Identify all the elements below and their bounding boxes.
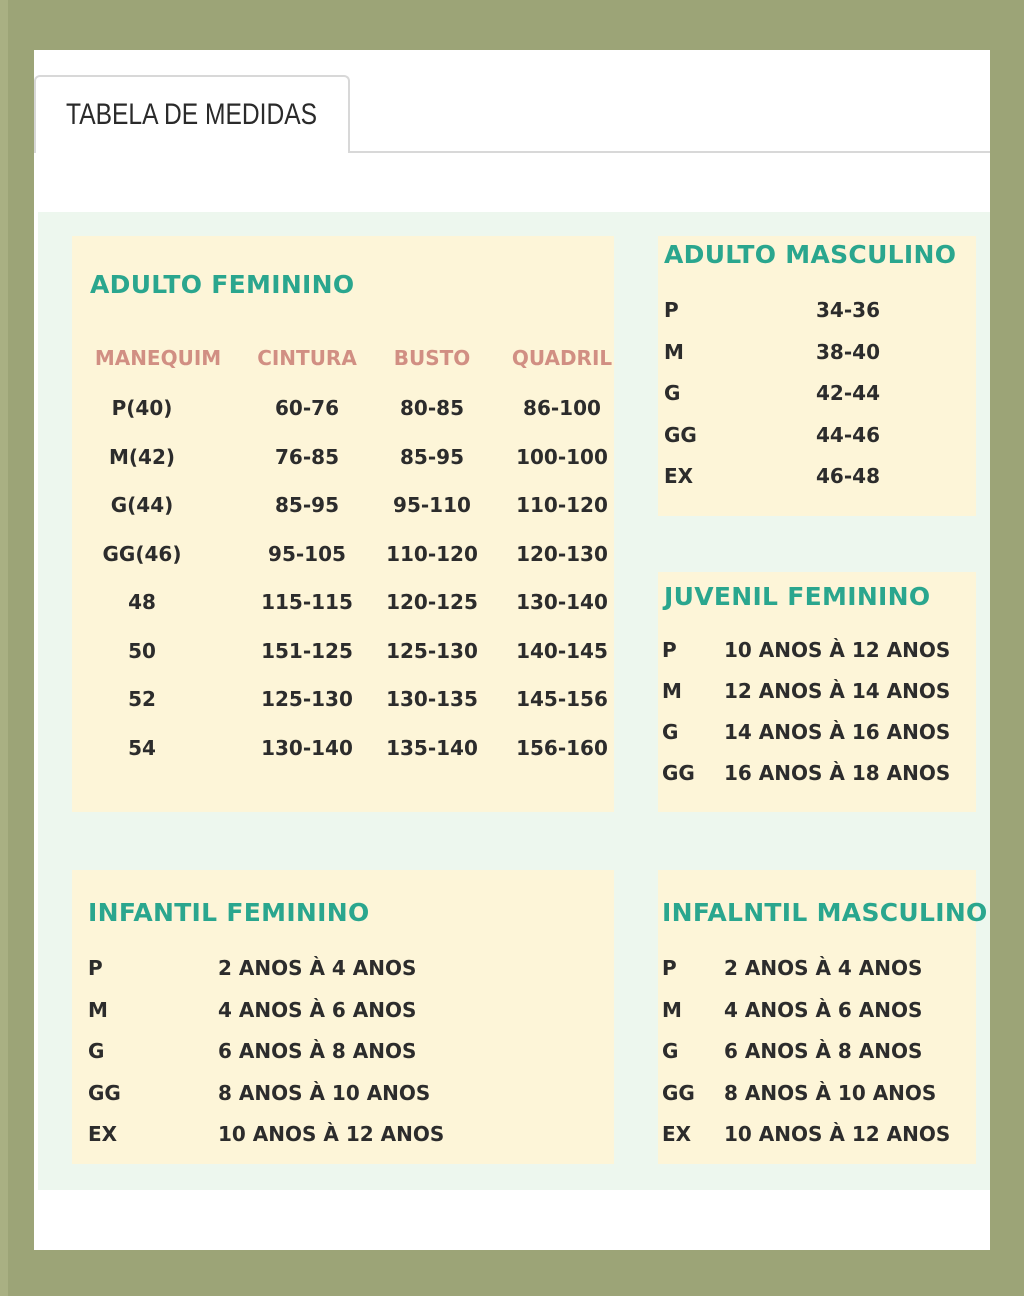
size-range: 10 ANOS À 12 ANOS	[724, 638, 951, 662]
quadril-cell: 120-130	[516, 541, 608, 566]
list-item	[658, 1039, 976, 1069]
quadril-cell: 100-100	[516, 444, 608, 469]
list-item	[658, 956, 976, 986]
size-range: 8 ANOS À 10 ANOS	[724, 1080, 937, 1105]
size-tables-area	[38, 212, 990, 1190]
busto-cell: 135-140	[386, 735, 478, 760]
cintura-cell: 95-105	[268, 541, 346, 566]
size-label: M	[662, 997, 682, 1022]
panel-juvenil-feminino	[658, 572, 976, 812]
panel-title: INFALNTIL MASCULINO	[662, 898, 988, 927]
quadril-cell: 156-160	[516, 735, 608, 760]
size-range: 2 ANOS À 4 ANOS	[724, 956, 923, 980]
list-item	[72, 1081, 614, 1111]
column-header-manequim: MANEQUIM	[94, 346, 222, 370]
list-item	[72, 1122, 614, 1152]
busto-cell: 80-85	[400, 396, 464, 420]
manequim-cell: 54	[128, 735, 156, 760]
manequim-cell: 50	[128, 638, 156, 663]
size-label: P	[662, 638, 677, 662]
size-range: 42-44	[816, 381, 880, 405]
list-item	[658, 298, 976, 328]
size-range: 4 ANOS À 6 ANOS	[218, 997, 417, 1022]
table-row	[72, 445, 614, 475]
list-item	[658, 761, 976, 791]
list-item	[658, 679, 976, 709]
size-range: 34-36	[816, 298, 880, 322]
list-item	[658, 998, 976, 1028]
column-header-cintura: CINTURA	[257, 346, 357, 370]
panel-title: INFANTIL FEMININO	[88, 898, 370, 927]
cintura-cell: 60-76	[275, 396, 339, 420]
panel-infantil-feminino	[72, 870, 614, 1164]
manequim-cell: M(42)	[108, 444, 175, 469]
size-range: 16 ANOS À 18 ANOS	[724, 761, 951, 785]
size-range: 2 ANOS À 4 ANOS	[218, 956, 417, 980]
list-item	[658, 720, 976, 750]
cintura-cell: 85-95	[275, 493, 339, 517]
busto-cell: 95-110	[393, 493, 471, 517]
size-label: GG	[88, 1080, 121, 1105]
quadril-cell: 140-145	[516, 638, 608, 663]
manequim-cell: 52	[128, 687, 156, 711]
quadril-cell: 145-156	[516, 687, 608, 711]
list-item	[658, 381, 976, 411]
size-range: 12 ANOS À 14 ANOS	[724, 679, 951, 703]
size-chart-card	[34, 50, 990, 1250]
cintura-cell: 76-85	[275, 444, 339, 469]
list-item	[658, 423, 976, 453]
busto-cell: 85-95	[400, 444, 464, 469]
table-row	[72, 736, 614, 766]
list-item	[658, 340, 976, 370]
tab-divider	[350, 151, 990, 153]
tab-label: TABELA DE MEDIDAS	[66, 98, 318, 131]
size-label: GG	[662, 1080, 695, 1105]
manequim-cell: 48	[128, 590, 156, 614]
manequim-cell: G(44)	[110, 493, 174, 517]
cintura-cell: 130-140	[261, 735, 353, 760]
size-label: G	[88, 1039, 105, 1063]
size-label: P	[88, 956, 103, 980]
busto-cell: 110-120	[386, 541, 478, 566]
quadril-cell: 110-120	[516, 493, 608, 517]
list-item	[72, 956, 614, 986]
table-row	[72, 493, 614, 523]
column-header-quadril: QUADRIL	[511, 346, 613, 370]
size-range: 46-48	[816, 464, 880, 488]
tab-tabela-de-medidas[interactable]	[34, 75, 350, 153]
quadril-cell: 86-100	[523, 396, 601, 420]
cintura-cell: 125-130	[261, 687, 353, 711]
size-label: G	[664, 381, 681, 405]
size-label: P	[662, 956, 677, 980]
list-item	[658, 1081, 976, 1111]
size-label: M	[88, 997, 108, 1022]
size-range: 10 ANOS À 12 ANOS	[724, 1122, 951, 1146]
size-label: G	[662, 720, 679, 744]
size-label: EX	[662, 1122, 692, 1146]
size-label: EX	[664, 464, 694, 488]
size-range: 44-46	[816, 422, 880, 447]
panel-title: ADULTO MASCULINO	[664, 240, 957, 269]
cintura-cell: 151-125	[261, 638, 353, 663]
size-range: 38-40	[816, 339, 880, 364]
manequim-cell: GG(46)	[102, 541, 182, 566]
size-range: 10 ANOS À 12 ANOS	[218, 1122, 445, 1146]
size-range: 4 ANOS À 6 ANOS	[724, 997, 923, 1022]
cintura-cell: 115-115	[261, 590, 353, 614]
panel-infantil-masculino	[658, 870, 988, 1164]
size-range: 14 ANOS À 16 ANOS	[724, 720, 951, 744]
size-label: GG	[664, 422, 697, 447]
busto-cell: 125-130	[386, 638, 478, 663]
size-label: G	[662, 1039, 679, 1063]
quadril-cell: 130-140	[516, 590, 608, 614]
list-item	[72, 1039, 614, 1069]
size-range: 8 ANOS À 10 ANOS	[218, 1080, 431, 1105]
table-row	[72, 687, 614, 717]
size-label: GG	[662, 761, 695, 785]
table-row	[72, 639, 614, 669]
size-range: 6 ANOS À 8 ANOS	[218, 1039, 417, 1063]
size-range: 6 ANOS À 8 ANOS	[724, 1039, 923, 1063]
panel-title: JUVENIL FEMININO	[664, 582, 931, 611]
list-item	[72, 998, 614, 1028]
list-item	[658, 1122, 976, 1152]
size-label: M	[664, 339, 684, 364]
column-header-busto: BUSTO	[393, 346, 471, 370]
panel-title: ADULTO FEMININO	[90, 270, 355, 299]
list-item	[658, 638, 976, 668]
panel-adulto-masculino	[658, 236, 976, 516]
frame-edge	[0, 0, 8, 1296]
panel-adulto-feminino	[72, 236, 614, 812]
table-row	[72, 396, 614, 426]
table-row	[72, 542, 614, 572]
busto-cell: 120-125	[386, 590, 478, 614]
manequim-cell: P(40)	[111, 396, 173, 420]
list-item	[658, 464, 976, 494]
size-label: M	[662, 679, 682, 703]
size-label: EX	[88, 1122, 118, 1146]
busto-cell: 130-135	[386, 687, 478, 711]
table-row	[72, 590, 614, 620]
size-label: P	[664, 298, 679, 322]
